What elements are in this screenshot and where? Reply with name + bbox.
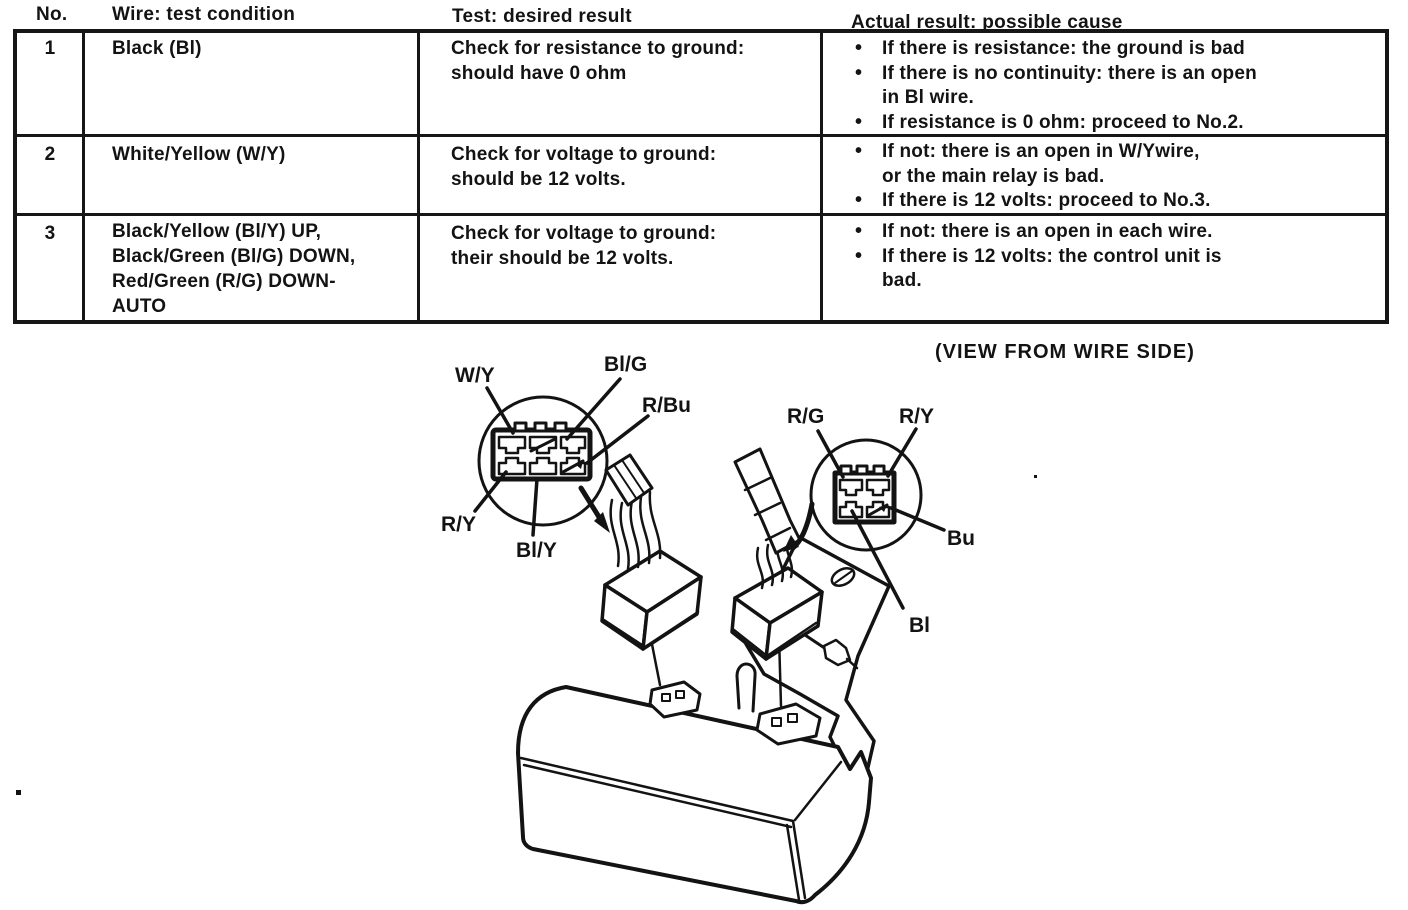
connector-6pin-tabs: [515, 423, 566, 431]
cell-test-1: [451, 36, 744, 86]
cell-test-3: [451, 221, 716, 271]
test-line: Check for voltage to ground:: [451, 223, 717, 244]
box-socket-left: [650, 682, 700, 717]
left-harness-sleeve: [606, 455, 652, 505]
cause-line: • If there is 12 volts: proceed to No.3.: [852, 189, 1377, 214]
scan-dot: [1034, 475, 1037, 478]
cell-wire-2: [112, 142, 286, 167]
test-line: their should be 12 volts.: [451, 248, 674, 269]
scan-dot: [16, 790, 21, 795]
cause-line: bad.: [882, 270, 922, 291]
wire-line: Red/Green (R/G) DOWN-: [112, 271, 336, 292]
col-header-test: Test: desired result: [452, 6, 632, 27]
wire-line: AUTO: [112, 296, 167, 317]
wire-line: Black/Yellow (Bl/Y) UP,: [112, 221, 322, 242]
wiring-diagram: [0, 330, 1408, 910]
col-header-no: No.: [36, 4, 68, 25]
cell-wire-3: [112, 219, 355, 319]
table-vline: [417, 33, 420, 320]
label-rg: R/G: [787, 405, 825, 428]
wire-line: White/Yellow (W/Y): [112, 144, 286, 165]
test-line: Check for voltage to ground:: [451, 144, 717, 165]
cause-line: • If there is 12 volts: the control unit is: [852, 245, 1377, 270]
cause-line: • If not: there is an open in each wire.: [852, 220, 1377, 245]
view-note: (VIEW FROM WIRE SIDE): [935, 341, 1195, 363]
cell-no-2: 2: [44, 144, 56, 165]
col-header-actual: Actual result: possible cause: [851, 12, 1123, 33]
cause-line: • If there is no continuity: there is an open: [852, 62, 1377, 87]
label-rbu: R/Bu: [642, 394, 691, 417]
cell-cause-3: [852, 220, 1377, 294]
left-arrow: [581, 488, 599, 517]
cell-no-1: 1: [44, 38, 56, 59]
label-bl: Bl: [909, 614, 930, 637]
label-bly: Bl/Y: [516, 539, 557, 562]
cell-cause-1: [852, 37, 1377, 135]
wire-line: Black/Green (Bl/G) DOWN,: [112, 246, 356, 267]
label-bu: Bu: [947, 527, 975, 550]
test-line: should have 0 ohm: [451, 63, 627, 84]
cell-cause-2: [852, 140, 1377, 214]
cell-test-2: [451, 142, 716, 192]
cause-line: • If resistance is 0 ohm: proceed to No.2.: [852, 111, 1377, 136]
cause-line: or the main relay is bad.: [882, 165, 1105, 187]
table-vline: [820, 33, 823, 320]
label-ry-left: R/Y: [441, 513, 477, 536]
label-wy: W/Y: [455, 364, 495, 387]
cause-line: in Bl wire.: [882, 87, 974, 108]
wire-line: Black (Bl): [112, 38, 202, 59]
box-socket-right: [757, 704, 820, 744]
cause-line: • If not: there is an open in W/Ywire,: [852, 140, 1377, 165]
test-line: should be 12 volts.: [451, 169, 626, 190]
table-vline: [82, 33, 85, 320]
col-header-wire: Wire: test condition: [112, 4, 296, 25]
connector-4pin-tabs: [841, 466, 884, 474]
test-line: Check for resistance to ground:: [451, 38, 745, 59]
box-post: [737, 664, 755, 711]
label-blg: Bl/G: [604, 353, 648, 376]
label-ry-right: R/Y: [899, 405, 935, 428]
cell-no-3: 3: [44, 223, 56, 244]
cell-wire-1: [112, 36, 202, 61]
cause-line: • If there is resistance: the ground is bad: [852, 37, 1377, 62]
